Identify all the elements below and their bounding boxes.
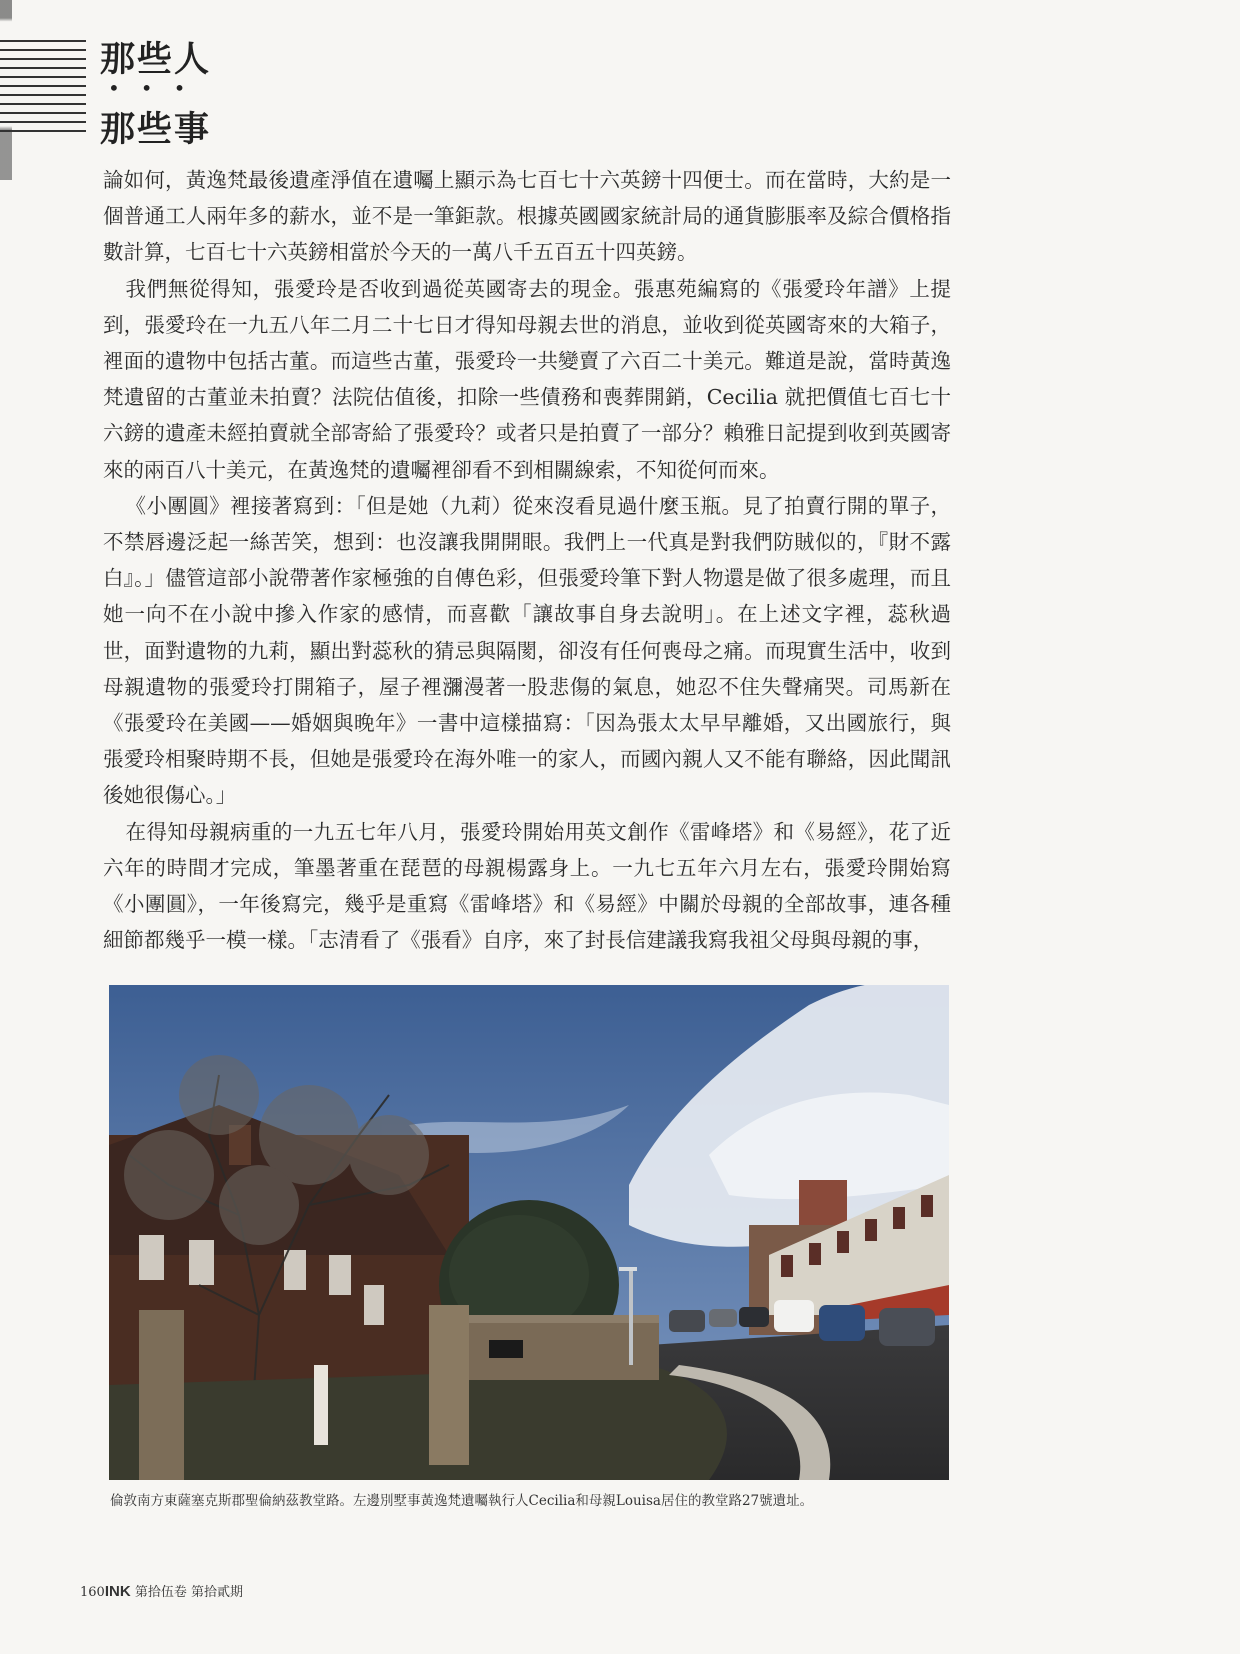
paragraph-4: 在得知母親病重的一九五七年八月，張愛玲開始用英文創作《雷峰塔》和《易經》，花了近六年的時間才完成，筆墨著重在琵琶的母親楊露身上。一九七五年六月左右，張愛玲開始寫《小團圓》，一年後寫完，幾乎是重寫《雷峰塔》和《易經》中關於母親的全部故事，連各種細節都幾乎一模一樣。「志清看了《張看》自序，來了封長信建議我寫我祖父母與母親的事， — [103, 819, 951, 953]
magazine-name: INK — [104, 1583, 131, 1600]
header-rules — [0, 40, 86, 139]
header-title-line2: 那些事 — [100, 109, 212, 150]
photo-caption: 倫敦南方東薩塞克斯郡聖倫納茲教堂路。左邊別墅事黃逸梵遺囑執行人Cecilia和母親Louisa居住的教堂路27號遺址。 — [110, 1493, 814, 1509]
page-number: 160 — [80, 1585, 105, 1600]
paragraph-1: 論如何，黃逸梵最後遺產淨值在遺囑上顯示為七百七十六英鎊十四便士。而在當時，大約是一個普通工人兩年多的薪水，並不是一筆鉅款。根據英國國家統計局的通貨膨脹率及綜合價格指數計算，七百七十六英鎊相當於今天的一萬八千五百五十四英鎊。 — [103, 168, 951, 265]
section-header — [0, 26, 260, 150]
article-body — [103, 162, 951, 958]
header-dots: ••• — [108, 76, 207, 100]
header-title-line1: 那些人 — [100, 39, 212, 80]
paragraph-2: 我們無從得知，張愛玲是否收到過從英國寄去的現金。張惠苑編寫的《張愛玲年譜》上提到，張愛玲在一九五八年二月二十七日才得知母親去世的消息，並收到從英國寄來的大箱子，裡面的遺物中包括古董。而這些古董，張愛玲一共變賣了六百二十美元。難道是說，當時黃逸梵遺留的古董並未拍賣？法院估值後，扣除一些債務和喪葬開銷，Cecilia 就把價值七百七十六鎊的遺產未經拍賣就全部寄給了張愛玲？或者只是拍賣了一部分？賴雅日記提到收到英國寄來的兩百八十美元，在黃逸梵的遺囑裡卻看不到相關線索，不知從何而來。 — [103, 276, 951, 482]
page-footer — [80, 1581, 243, 1600]
street-photo — [109, 985, 949, 1480]
issue-label: 第拾伍卷 第拾貳期 — [134, 1585, 243, 1600]
paragraph-3: 《小團圓》裡接著寫到：「但是她（九莉）從來沒看見過什麼玉瓶。見了拍賣行開的單子，不禁唇邊泛起一絲苦笑，想到：也沒讓我開開眼。我們上一代真是對我們防賊似的，『財不露白』。」儘管這部小說帶著作家極強的自傳色彩，但張愛玲筆下對人物還是做了很多處理，而且她一向不在小說中摻入作家的感情，而喜歡「讓故事自身去說明」。在上述文字裡，蕊秋過世，面對遺物的九莉，顯出對蕊秋的猜忌與隔閡，卻沒有任何喪母之痛。而現實生活中，收到母親遺物的張愛玲打開箱子，屋子裡瀰漫著一股悲傷的氣息，她忍不住失聲痛哭。司馬新在《張愛玲在美國——婚姻與晚年》一書中這樣描寫：「因為張太太早早離婚，又出國旅行，與張愛玲相聚時期不長，但她是張愛玲在海外唯一的家人，而國內親人又不能有聯絡，因此聞訊後她很傷心。」 — [103, 493, 951, 808]
